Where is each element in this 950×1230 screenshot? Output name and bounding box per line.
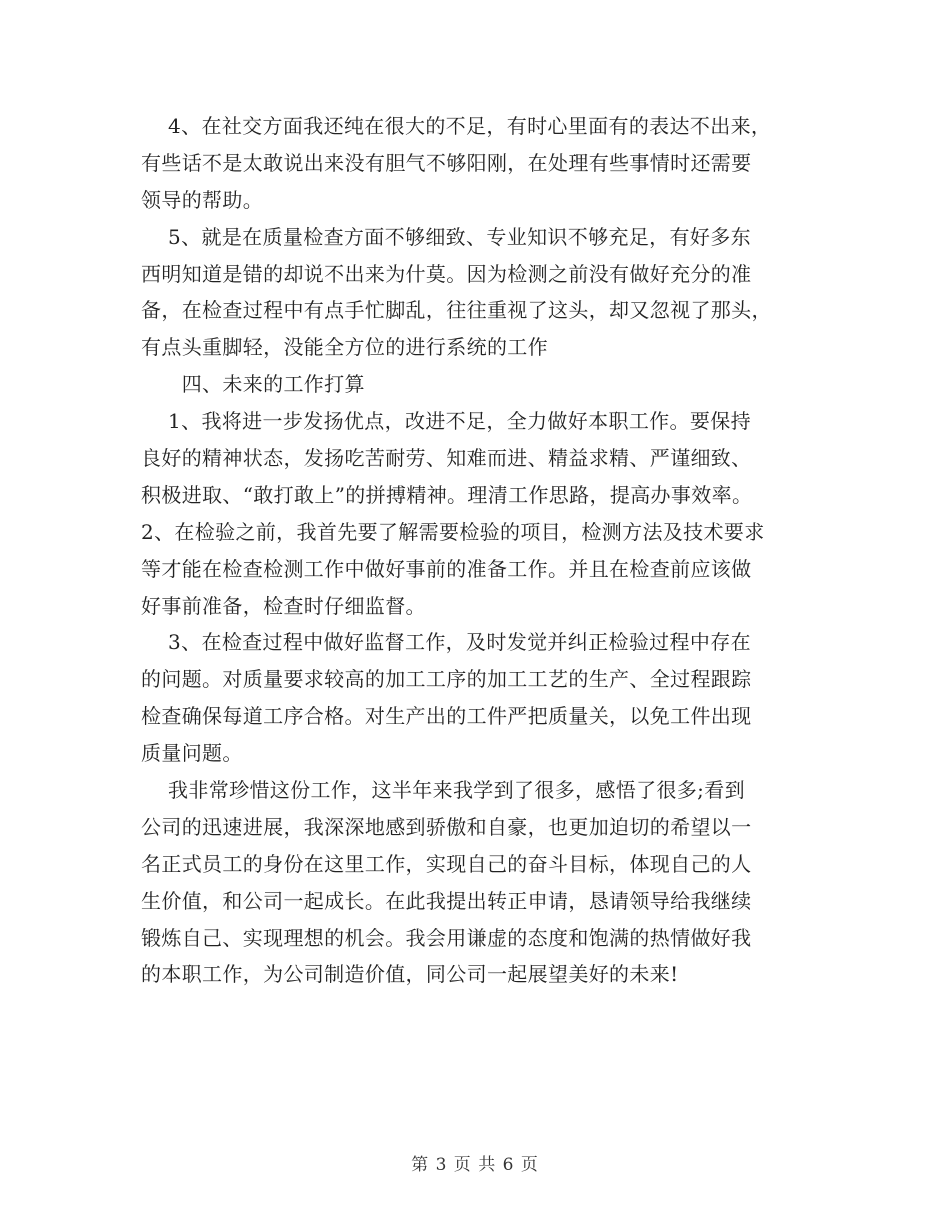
text-line: 的问题。对质量要求较高的加工工序的加工工艺的生产、全过程跟踪: [141, 667, 752, 692]
text-line: 公司的迅速进展，我深深地感到骄傲和自豪，也更加迫切的希望以一: [141, 814, 752, 839]
text-line: 有些话不是太敢说出来没有胆气不够阳刚，在处理有些事情时还需要: [141, 150, 752, 175]
text-line: 5、就是在质量检查方面不够细致、专业知识不够充足，有好多东: [141, 224, 751, 249]
text-line: 的本职工作，为公司制造价值，同公司一起展望美好的未来!: [141, 962, 679, 987]
text-line: 3、在检查过程中做好监督工作，及时发觉并纠正检验过程中存在: [141, 630, 751, 655]
text-line: 等才能在检查检测工作中做好事前的准备工作。并且在检查前应该做: [141, 556, 752, 581]
text-line: 良好的精神状态，发扬吃苦耐劳、知难而进、精益求精、严谨细致、: [141, 446, 752, 471]
text-line: 名正式员工的身份在这里工作，实现自己的奋斗目标，体现自己的人: [141, 851, 752, 876]
text-line: 4、在社交方面我还纯在很大的不足，有时心里面有的表达不出来，: [141, 114, 772, 138]
text-line: 西明知道是错的却说不出来为什莫。因为检测之前没有做好充分的准: [141, 261, 752, 286]
text-line: 我非常珍惜这份工作，这半年来我学到了很多，感悟了很多;看到: [141, 778, 745, 803]
text-line: 生价值，和公司一起成长。在此我提出转正申请，恳请领导给我继续: [141, 888, 752, 913]
text-line: 质量问题。: [141, 741, 243, 766]
document-body: [141, 108, 811, 993]
section-heading: 四、未来的工作打算: [141, 372, 365, 397]
text-line: 检查确保每道工序合格。对生产出的工件严把质量关，以免工件出现: [141, 704, 752, 729]
text-line: 2、在检验之前，我首先要了解需要检验的项目，检测方法及技术要求: [141, 519, 765, 544]
text-line: 积极进取、“敢打敢上”的拼搏精神。理清工作思路，提高办事效率。: [141, 482, 753, 507]
text-line: 锻炼自己、实现理想的机会。我会用谦虚的态度和饱满的热情做好我: [141, 925, 752, 950]
text-line: 有点头重脚轻，没能全方位的进行系统的工作: [141, 335, 548, 360]
text-line: 领导的帮助。: [141, 187, 264, 212]
page-number-footer: 第 3 页 共 6 页: [411, 1155, 539, 1175]
text-line: 备，在检查过程中有点手忙脚乱，往往重视了这头，却又忽视了那头，: [141, 298, 772, 323]
text-line: 好事前准备，检查时仔细监督。: [141, 593, 426, 618]
text-line: 1、我将进一步发扬优点，改进不足，全力做好本职工作。要保持: [141, 409, 751, 434]
